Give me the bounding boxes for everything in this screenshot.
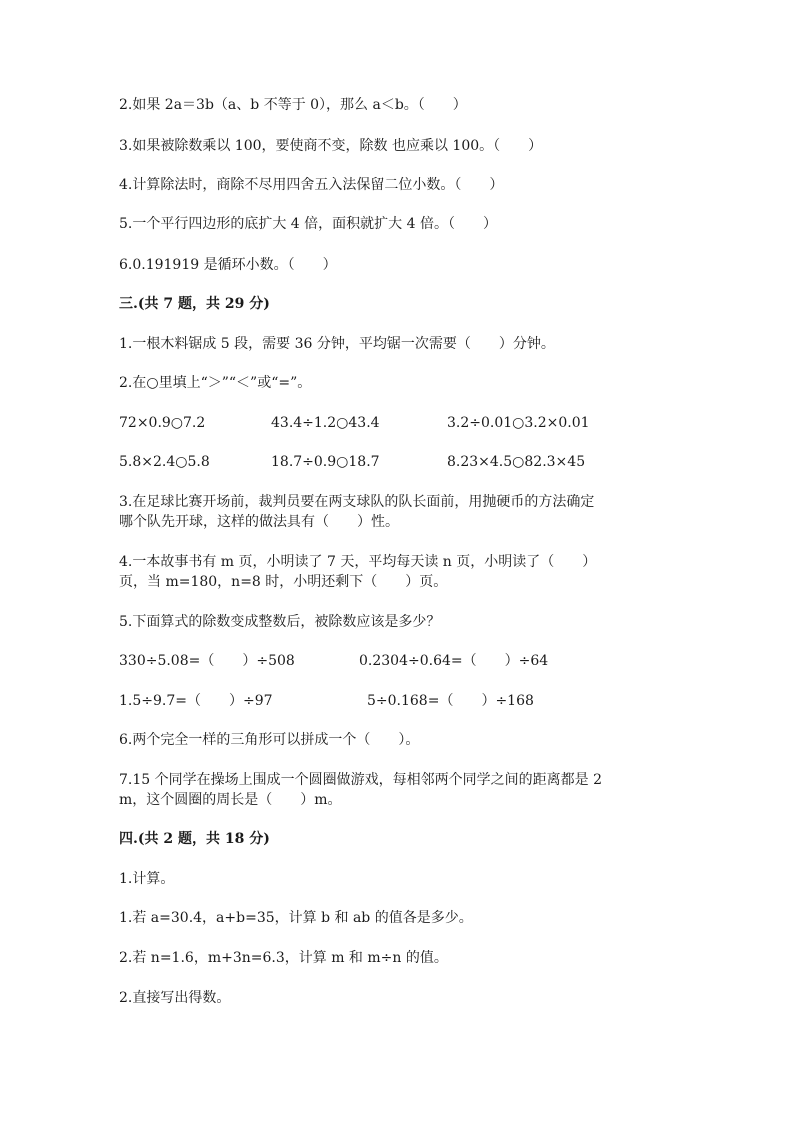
s3-question-7-line1: 7.15 个同学在操场上围成一个圆圈做游戏，每相邻两个同学之间的距离都是 2 xyxy=(119,772,602,788)
compare-item: 5.8×2.4○5.8 xyxy=(119,454,210,470)
s3-question-4-line2: 页，当 m=180，n=8 时，小明还剩下（ ）页。 xyxy=(119,574,448,590)
s3-question-6: 6.两个完全一样的三角形可以拼成一个（ ）。 xyxy=(119,732,420,748)
compare-item: 43.4÷1.2○43.4 xyxy=(271,415,380,431)
s4-sub-question-1: 1.若 a=30.4，a+b=35，计算 b 和 ab 的值各是多少。 xyxy=(119,910,473,926)
compare-item: 3.2÷0.01○3.2×0.01 xyxy=(447,415,590,431)
s4-question-1: 1.计算。 xyxy=(119,871,175,887)
s4-sub-question-2: 2.若 n=1.6，m+3n=6.3，计算 m 和 m÷n 的值。 xyxy=(119,950,448,966)
question-2: 2.如果 2a＝3b（a、b 不等于 0），那么 a＜b。（ ） xyxy=(119,97,467,113)
s4-question-2: 2.直接写出得数。 xyxy=(119,990,231,1006)
s3-question-7-line2: m，这个圆圈的周长是（ ）m。 xyxy=(119,792,342,808)
compare-item: 8.23×4.5○82.3×45 xyxy=(447,454,586,470)
s3-question-5: 5.下面算式的除数变成整数后，被除数应该是多少？ xyxy=(119,614,441,630)
division-item: 5÷0.168=（ ）÷168 xyxy=(367,693,534,709)
s3-question-3-line2: 哪个队先开球，这样的做法具有（ ）性。 xyxy=(119,514,399,530)
s3-question-3-line1: 3.在足球比赛开场前，裁判员要在两支球队的队长面前，用抛硬币的方法确定 xyxy=(119,494,595,510)
section-3-heading: 三.(共 7 题，共 29 分) xyxy=(119,296,270,312)
division-item: 1.5÷9.7=（ ）÷97 xyxy=(119,693,273,709)
s3-question-2: 2.在○里填上“＞”“＜”或“=”。 xyxy=(119,375,312,391)
question-3: 3.如果被除数乘以 100，要使商不变，除数 也应乘以 100。（ ） xyxy=(119,138,543,154)
question-4: 4.计算除法时，商除不尽用四舍五入法保留二位小数。（ ） xyxy=(119,177,504,193)
section-4-heading: 四.(共 2 题，共 18 分) xyxy=(119,831,270,847)
division-item: 330÷5.08=（ ）÷508 xyxy=(119,653,295,669)
division-item: 0.2304÷0.64=（ ）÷64 xyxy=(359,653,549,669)
compare-item: 18.7÷0.9○18.7 xyxy=(271,454,380,470)
compare-item: 72×0.9○7.2 xyxy=(119,415,206,431)
s3-question-4-line1: 4.一本故事书有 m 页，小明读了 7 天，平均每天读 n 页，小明读了（ ） xyxy=(119,554,597,570)
question-5: 5.一个平行四边形的底扩大 4 倍，面积就扩大 4 倍。（ ） xyxy=(119,216,497,232)
question-6: 6.0.191919 是循环小数。（ ） xyxy=(119,257,337,273)
s3-question-1: 1.一根木料锯成 5 段，需要 36 分钟，平均锯一次需要（ ）分钟。 xyxy=(119,336,555,352)
